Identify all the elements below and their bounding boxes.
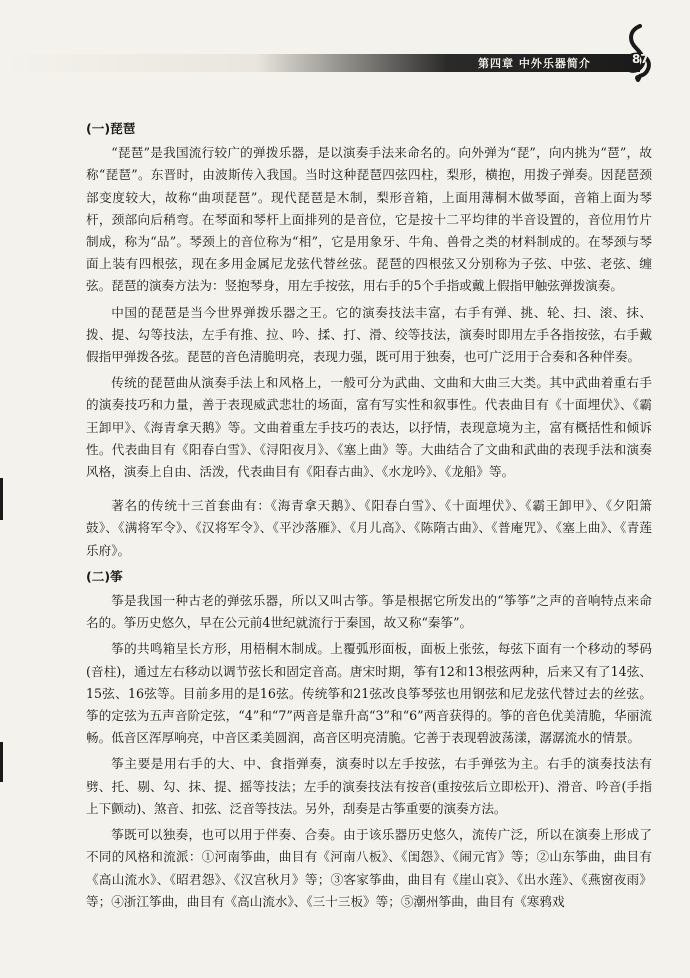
paragraph: “琵琶”是我国流行较广的弹拨乐器，是以演奏手法来命名的。向外弹为“琵”，向内挑为“琶”，故称“琵琶”。东晋时，由波斯传入我国。当时这种琵琶四弦四柱，梨形，横抱，用拨子弹奏。因琵琶颈部变度较大，故称“曲项琵琶”。现代琵琶是木制，梨形音箱，上面用薄桐木做琴面，音箱上面为琴杆，颈部向后稍弯。在琴面和琴杆上面排列的是音位，它是按十二平均律的半音设置的，音位用竹片制成，称为“品”。琴颈上的音位称为“相”，它是用象牙、牛角、兽骨之类的材料制成的。在琴颈与琴面上装有四根弦，现在多用金属尼龙弦代替丝弦。琵琶的四根弦又分别称为子弦、中弦、老弦、缠弦。琵琶的演奏方法为：竖抱琴身，用左手按弦，用右手的5个手指或戴上假指甲触弦弹拨演奏。 <box>86 145 652 294</box>
paragraph: 筝的共鸣箱呈长方形，用梧桐木制成。上覆弧形面板，面板上张弦，每弦下面有一个移动的琴码(音柱)，通过左右移动以调节弦长和固定音高。唐宋时期，筝有12和13根弦两种，后来又有了14弦、15弦、16弦等。目前多用的是16弦。传统筝和21弦改良筝琴弦也用钢弦和尼龙弦代替过去的丝弦。筝的定弦为五声音阶定弦，“4”和“7”两音是靠升高“3”和“6”两音获得的。筝的音色优美清脆，华丽流畅。低音区浑厚响亮，中音区柔美圆润，高音区明亮清脆。它善于表现碧波荡漾，潺潺流水的情景。 <box>86 641 652 746</box>
page-number: 87 <box>632 52 649 66</box>
paragraph: 筝既可以独奏，也可以用于伴奏、合奏。由于该乐器历史悠久，流传广泛，所以在演奏上形成了不同的风格和流派：①河南筝曲，曲目有《河南八板》、《闺怨》、《闹元宵》等；②山东筝曲，曲目有《高山流水》、《昭君怨》、《汉宫秋月》等；③客家筝曲，曲目有《崖山哀》、《出水莲》、《燕窗夜雨》等；④浙江筝曲，曲目有《高山流水》、《三十三板》等；⑤潮州筝曲，曲目有《寒鸦戏 <box>86 827 652 909</box>
running-header-chapter: 第四章 中外乐器简介 <box>478 57 591 70</box>
paragraph: 中国的琵琶是当今世界弹拨乐器之王。它的演奏技法丰富，右手有弹、挑、轮、扫、滚、抹、拨、提、勾等技法，左手有推、拉、吟、揉、打、滑、绞等技法，演奏时即用左手各指按弦，右手戴假指甲弹拨各弦。琵琶的音色清脆明亮，表现力强，既可用于独奏，也可广泛用于合奏和各种伴奏。 <box>86 304 652 365</box>
paragraph: 传统的琵琶曲从演奏手法上和风格上，一般可分为武曲、文曲和大曲三大类。其中武曲着重右手的演奏技巧和力量，善于表现威武悲壮的场面，富有写实性和叙事性。代表曲目有《十面埋伏》、《霸王卸甲》、《海青拿天鹅》等。文曲着重左手技巧的表达，以抒情，表现意境为主，富有概括性和倾诉性。代表曲目有《阳春白雪》、《浔阳夜月》、《塞上曲》等。大曲结合了文曲和武曲的表现手法和演奏风格，演奏上自由、活泼，代表曲目有《阳春古曲》、《水龙吟》、《龙船》等。 <box>86 375 652 480</box>
paragraph: 筝主要是用右手的大、中、食指弹奏，演奏时以左手按弦，右手弹弦为主。右手的演奏技法有劈、托、剔、勾、抹、提、摇等技法；左手的演奏技法有按音(重按弦后立即松开)、滑音、吟音(手指上下颤动)、煞音、扣弦、泛音等技法。另外，刮奏是古筝重要的演奏方法。 <box>86 756 652 816</box>
page-body <box>86 118 652 917</box>
paragraph: 筝是我国一种古老的弹弦乐器，所以又叫古筝。筝是根据它所发出的“筝筝”之声的音响特点来命名的。筝历史悠久，早在公元前4世纪就流行于秦国，故又称“秦筝”。 <box>86 593 652 631</box>
paragraph: 著名的传统十三首套曲有：《海青拿天鹅》、《阳春白雪》、《十面埋伏》、《霸王卸甲》、《夕阳箫鼓》、《满将军令》、《汉将军令》、《平沙落雁》、《月儿高》、《陈隋古曲》、《普庵咒》、《塞上曲》、《青莲乐府》。 <box>86 498 652 558</box>
section-heading: (一)琵琶 <box>86 121 136 136</box>
scan-edge-mark <box>0 742 3 782</box>
scan-edge-mark <box>0 478 3 520</box>
section-heading: (二)筝 <box>86 568 123 584</box>
